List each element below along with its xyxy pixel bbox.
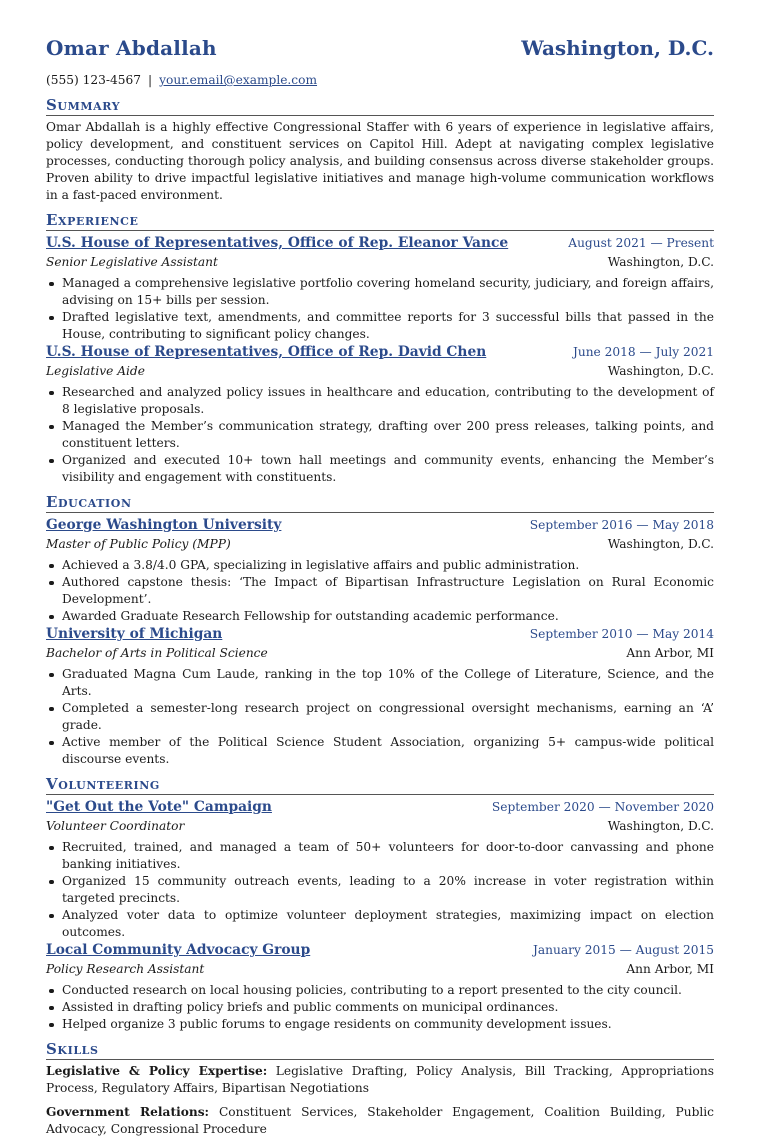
skill-label: Government Relations: bbox=[46, 1105, 210, 1119]
list-item: Analyzed voter data to optimize volunteer deployment strategies, maximizing impact on election outcomes. bbox=[46, 907, 714, 941]
skill-label: Legislative & Policy Expertise: bbox=[46, 1064, 268, 1078]
list-item: Graduated Magna Cum Laude, ranking in the top 10% of the College of Literature, Science, and the Arts. bbox=[46, 666, 714, 700]
section-title-volunteering: Volunteering bbox=[46, 775, 714, 795]
entry-organization-link[interactable]: U.S. House of Representatives, Office of Rep. David Chen bbox=[46, 344, 487, 360]
entry-organization-link[interactable]: George Washington University bbox=[46, 517, 282, 533]
entry-organization-link[interactable]: University of Michigan bbox=[46, 626, 223, 642]
list-item: Researched and analyzed policy issues in healthcare and education, contributing to the development of 8 legislative proposals. bbox=[46, 384, 714, 418]
entry-dates: January 2015 — August 2015 bbox=[533, 943, 714, 957]
skill-line bbox=[46, 1104, 714, 1138]
entry-location: Washington, D.C. bbox=[607, 255, 714, 269]
education-entry bbox=[46, 516, 714, 625]
list-item: Conducted research on local housing policies, contributing to a report presented to the city council. bbox=[46, 982, 714, 999]
entry-dates: August 2021 — Present bbox=[568, 236, 714, 250]
list-item: Organized 15 community outreach events, leading to a 20% increase in voter registration within targeted precincts. bbox=[46, 873, 714, 907]
entry-organization-link[interactable]: U.S. House of Representatives, Office of Rep. Eleanor Vance bbox=[46, 235, 509, 251]
experience-entry bbox=[46, 343, 714, 486]
list-item: Managed a comprehensive legislative portfolio covering homeland security, judiciary, and foreign affairs, advising on 15+ bills per session. bbox=[46, 275, 714, 309]
list-item: Helped organize 3 public forums to engage residents on community development issues. bbox=[46, 1016, 714, 1033]
entry-location: Ann Arbor, MI bbox=[626, 646, 714, 660]
entry-location: Washington, D.C. bbox=[607, 537, 714, 551]
list-item: Active member of the Political Science Student Association, organizing 5+ campus-wide political discourse events. bbox=[46, 734, 714, 768]
volunteering-entry bbox=[46, 941, 714, 1033]
entry-role: Volunteer Coordinator bbox=[46, 819, 185, 833]
list-item: Managed the Member’s communication strategy, drafting over 200 press releases, talking points, and constituent letters. bbox=[46, 418, 714, 452]
header-location: Washington, D.C. bbox=[521, 36, 714, 60]
section-title-education: Education bbox=[46, 493, 714, 513]
entry-bullets bbox=[46, 275, 714, 343]
list-item: Assisted in drafting policy briefs and public comments on municipal ordinances. bbox=[46, 999, 714, 1016]
candidate-name: Omar Abdallah bbox=[46, 36, 217, 60]
contact-separator: | bbox=[148, 73, 153, 87]
section-title-experience: Experience bbox=[46, 211, 714, 231]
entry-organization-link[interactable]: "Get Out the Vote" Campaign bbox=[46, 799, 272, 815]
volunteering-entry bbox=[46, 798, 714, 941]
skill-text: Constituent Services, Stakeholder Engagement, Coalition Building, Public Advocacy, Congressional Procedure bbox=[46, 1105, 715, 1136]
education-entry bbox=[46, 625, 714, 768]
section-title-summary: Summary bbox=[46, 96, 714, 116]
section-title-skills: Skills bbox=[46, 1040, 714, 1060]
contact-line bbox=[46, 72, 714, 89]
list-item: Authored capstone thesis: ‘The Impact of Bipartisan Infrastructure Legislation on Rural Economic Development’. bbox=[46, 574, 714, 608]
entry-organization-link[interactable]: Local Community Advocacy Group bbox=[46, 942, 311, 958]
entry-dates: September 2010 — May 2014 bbox=[529, 627, 714, 641]
list-item: Awarded Graduate Research Fellowship for outstanding academic performance. bbox=[46, 608, 714, 625]
list-item: Completed a semester-long research project on congressional oversight mechanisms, earning an ‘A’ grade. bbox=[46, 700, 714, 734]
skill-line bbox=[46, 1063, 714, 1097]
entry-role: Master of Public Policy (MPP) bbox=[46, 537, 231, 551]
entry-location: Ann Arbor, MI bbox=[626, 962, 714, 976]
header bbox=[46, 36, 714, 70]
entry-dates: June 2018 — July 2021 bbox=[572, 345, 714, 359]
entry-role: Policy Research Assistant bbox=[46, 962, 205, 976]
experience-entry bbox=[46, 234, 714, 343]
list-item: Organized and executed 10+ town hall meetings and community events, enhancing the Member’s visibility and engagement with constituents. bbox=[46, 452, 714, 486]
email-link[interactable]: your.email@example.com bbox=[159, 73, 318, 87]
entry-location: Washington, D.C. bbox=[607, 819, 714, 833]
entry-bullets bbox=[46, 982, 714, 1033]
skill-text: Legislative Drafting, Policy Analysis, Bill Tracking, Appropriations Process, Regulatory Affairs, Bipartisan Negotiations bbox=[46, 1064, 714, 1095]
entry-location: Washington, D.C. bbox=[607, 364, 714, 378]
entry-bullets bbox=[46, 557, 714, 625]
entry-role: Legislative Aide bbox=[46, 364, 145, 378]
entry-role: Senior Legislative Assistant bbox=[46, 255, 218, 269]
summary-text: Omar Abdallah is a highly effective Congressional Staffer with 6 years of experience in legislative affairs, policy development, and constituent services on Capitol Hill. Adept at navigating complex legislative processes, conducting thorough policy analysis, and building consensus across diverse stakeholder groups. Proven ability to drive impactful legislative initiatives and manage high-volume communication workflows in a fast-paced environment. bbox=[46, 120, 714, 202]
entry-bullets bbox=[46, 384, 714, 486]
list-item: Achieved a 3.8/4.0 GPA, specializing in legislative affairs and public administration. bbox=[46, 557, 714, 574]
entry-role: Bachelor of Arts in Political Science bbox=[46, 646, 268, 660]
entry-bullets bbox=[46, 666, 714, 768]
entry-dates: September 2016 — May 2018 bbox=[529, 518, 714, 532]
list-item: Drafted legislative text, amendments, and committee reports for 3 successful bills that passed in the House, contributing to significant policy changes. bbox=[46, 309, 714, 343]
phone-number: (555) 123-4567 bbox=[46, 73, 142, 87]
list-item: Recruited, trained, and managed a team of 50+ volunteers for door-to-door canvassing and phone banking initiatives. bbox=[46, 839, 714, 873]
entry-dates: September 2020 — November 2020 bbox=[491, 800, 714, 814]
entry-bullets bbox=[46, 839, 714, 941]
